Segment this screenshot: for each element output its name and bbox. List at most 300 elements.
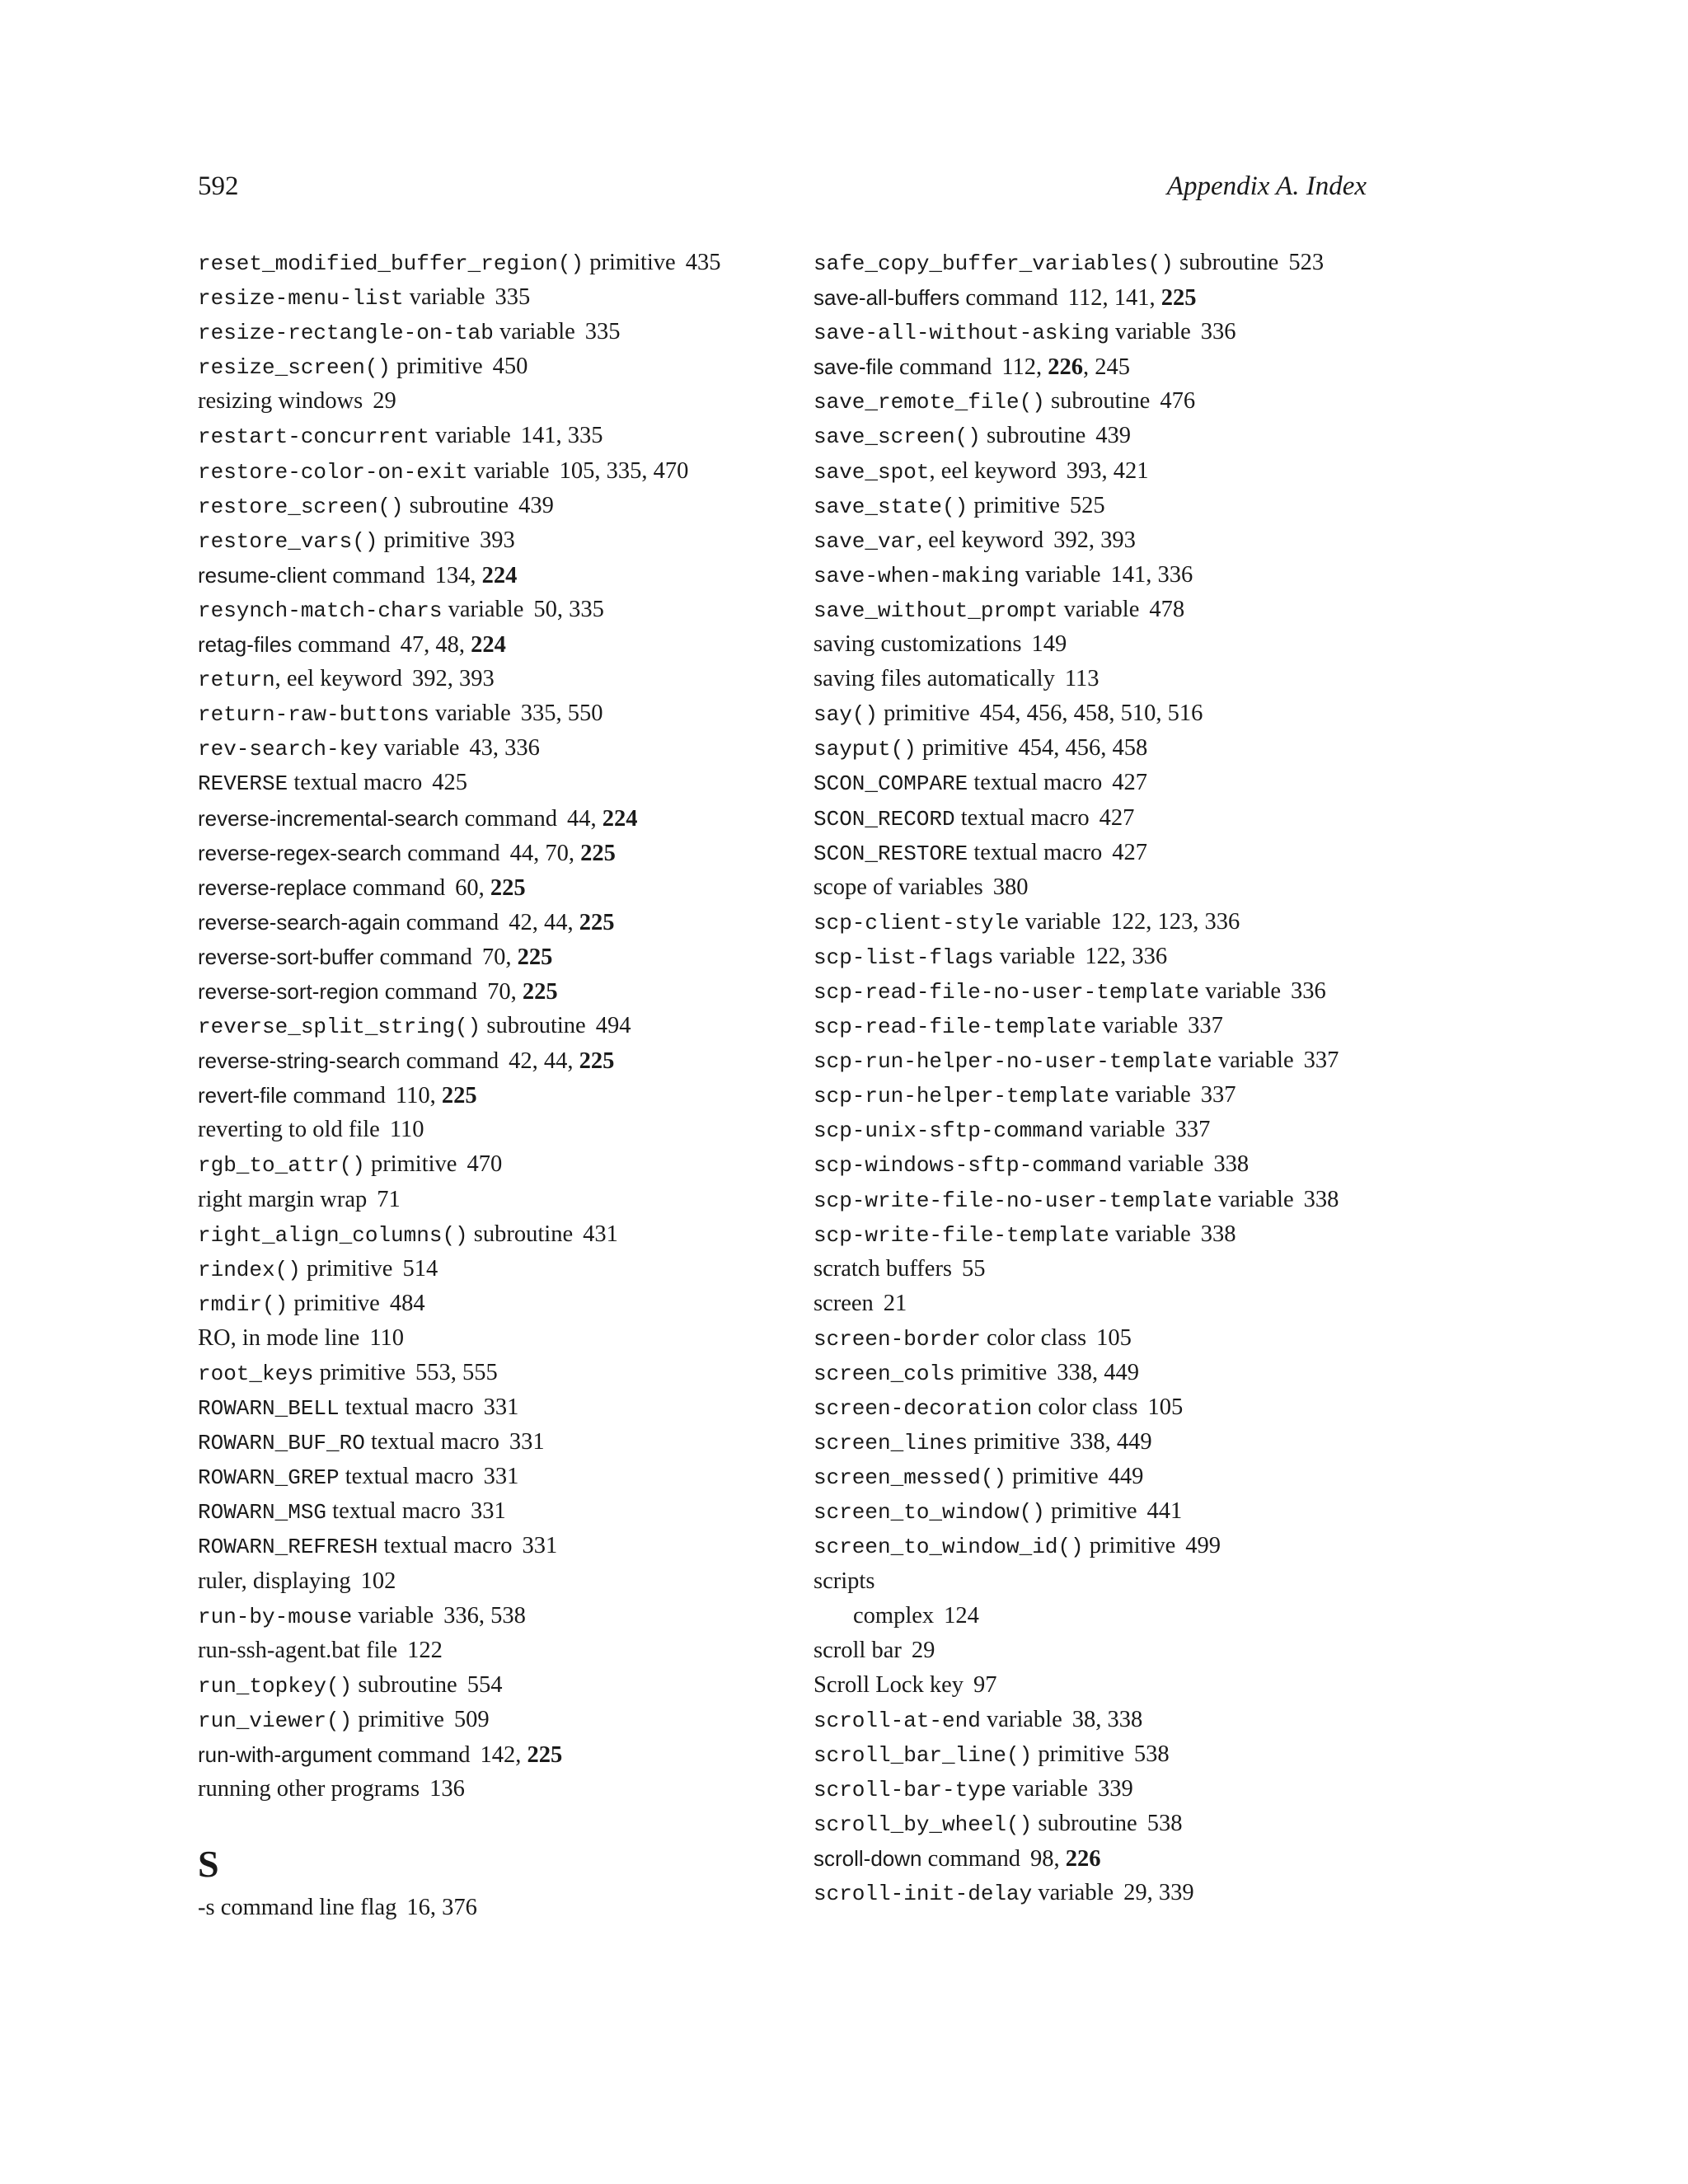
page-references [1109, 1464, 1144, 1489]
page-reference[interactable]: 70 [487, 978, 511, 1005]
entry-text: variable [1109, 1221, 1191, 1247]
page-reference[interactable]: 134 [434, 562, 471, 588]
index-entry [198, 1321, 791, 1356]
page-reference[interactable]: 141 [1114, 285, 1150, 312]
index-entry [814, 1529, 1440, 1563]
page-reference[interactable]: 393 [1066, 457, 1102, 484]
entry-text: command [458, 805, 557, 832]
entry-text: variable [429, 701, 511, 727]
page-reference[interactable]: 478 [1149, 596, 1185, 622]
page-reference[interactable]: 245 [1095, 354, 1131, 381]
running-head: Appendix A. Index [1166, 171, 1367, 201]
page-reference[interactable]: 335 [569, 596, 604, 622]
index-entry [198, 1633, 791, 1668]
page-reference[interactable]: 122 [407, 1637, 443, 1663]
page-reference[interactable]: 225 [517, 944, 553, 970]
index-entry [814, 905, 1440, 940]
index-entry [814, 1772, 1440, 1807]
page-reference[interactable]: 337 [1303, 1047, 1339, 1074]
page-reference[interactable]: 458 [1112, 735, 1148, 762]
entry-text: subroutine [1032, 1811, 1137, 1837]
page-reference[interactable]: 449 [1104, 1360, 1139, 1385]
entry-term: scp-client-style [814, 910, 1020, 935]
page-reference[interactable]: 554 [467, 1671, 503, 1698]
page-reference[interactable]: 514 [402, 1255, 438, 1282]
entry-term: scroll_by_wheel() [814, 1812, 1033, 1838]
entry-text: primitive [391, 354, 483, 380]
page-reference[interactable]: 392 [1053, 527, 1089, 553]
page-references: 112, 141, 225 [1067, 285, 1197, 312]
page-references: 336, 538 [443, 1602, 526, 1629]
page-reference[interactable]: 338 [1107, 1706, 1143, 1732]
page-references [1149, 597, 1184, 622]
page-reference[interactable]: 335 [584, 319, 621, 345]
page-references [944, 1603, 979, 1629]
page-reference[interactable]: 336 [1290, 977, 1326, 1004]
page-reference[interactable]: 141 [520, 423, 556, 449]
section-letter-heading: S [198, 1843, 219, 1886]
page-reference[interactable]: 331 [483, 1394, 519, 1421]
page-reference[interactable]: 16 [406, 1895, 430, 1921]
entry-term: restart-concurrent [198, 424, 429, 450]
page-reference[interactable]: 335 [495, 284, 531, 311]
page-reference[interactable]: 427 [1112, 839, 1147, 865]
entry-text: scroll bar [814, 1637, 902, 1663]
page-reference[interactable]: 122 [1085, 943, 1121, 969]
entry-text: primitive [1032, 1741, 1124, 1768]
entry-text: saving customizations [814, 631, 1022, 658]
page-references [912, 1638, 935, 1663]
page-reference[interactable]: 538 [490, 1602, 526, 1629]
entry-text: textual macro [377, 1533, 513, 1559]
entry-term: root_keys [198, 1361, 314, 1386]
page-reference[interactable]: 336 [1132, 943, 1168, 969]
entry-term: screen-border [814, 1326, 981, 1352]
page-reference[interactable]: 555 [462, 1360, 498, 1385]
page-reference[interactable]: 141 [1110, 561, 1146, 588]
page-reference[interactable]: 458 [1073, 701, 1109, 727]
page-reference[interactable]: 122 [1110, 908, 1146, 935]
page-reference[interactable]: 427 [1112, 770, 1147, 796]
page-reference[interactable]: 476 [1160, 388, 1196, 415]
page-reference[interactable]: 97 [973, 1671, 997, 1698]
page-references: 393, 421 [1066, 457, 1149, 484]
page-reference[interactable]: 225 [579, 1048, 615, 1075]
page-reference[interactable]: 60 [455, 874, 479, 901]
page-reference[interactable]: 439 [518, 492, 554, 518]
page-reference[interactable]: 494 [595, 1013, 631, 1039]
page-reference[interactable]: 393 [1100, 527, 1136, 553]
page-reference[interactable]: 105 [1096, 1324, 1132, 1351]
entry-text: command [378, 978, 478, 1005]
page-reference[interactable]: 435 [685, 250, 721, 275]
entry-text: textual macro [288, 770, 423, 796]
index-entry [198, 1425, 791, 1460]
index-entry [814, 1737, 1440, 1772]
page-reference[interactable]: 43 [469, 735, 493, 762]
page-reference[interactable]: 336 [1157, 561, 1193, 588]
page-references [1134, 1741, 1170, 1767]
entry-text: scope of variables [814, 874, 983, 900]
page-reference[interactable]: 337 [1200, 1082, 1236, 1108]
index-entry [198, 558, 791, 593]
page-reference[interactable]: 44 [566, 805, 591, 832]
entry-text: screen [814, 1290, 874, 1316]
page-reference[interactable]: 336 [1204, 908, 1240, 935]
page-reference[interactable]: 393 [480, 527, 515, 553]
entry-term: ROWARN_BELL [198, 1396, 340, 1422]
entry-term: screen_to_window_id() [814, 1535, 1084, 1560]
index-entry [198, 905, 791, 940]
page-reference[interactable]: 331 [509, 1429, 545, 1455]
entry-text: command [373, 944, 472, 970]
page-reference[interactable]: 29 [911, 1637, 935, 1663]
page-references [1201, 1082, 1236, 1108]
page-reference[interactable]: 509 [453, 1706, 490, 1732]
page-references: 38, 338 [1071, 1706, 1143, 1732]
index-entry [198, 1252, 791, 1286]
page-references [402, 1256, 438, 1282]
page-references: 454, 456, 458 [1018, 735, 1148, 762]
entry-text: command [921, 1846, 1021, 1872]
page-references [1291, 978, 1326, 1004]
page-reference[interactable]: 456 [1026, 701, 1062, 727]
page-reference[interactable]: 225 [527, 1742, 563, 1769]
entry-term: screen_lines [814, 1431, 968, 1456]
entry-text: command [893, 354, 992, 381]
page-reference[interactable]: 105 [559, 457, 595, 484]
page-reference[interactable]: 336 [1200, 319, 1236, 345]
page-references [369, 1325, 404, 1351]
entry-term: return [198, 668, 275, 693]
page-reference[interactable]: 456 [1065, 735, 1101, 762]
index-entry [814, 1321, 1440, 1356]
page-reference[interactable]: 470 [467, 1151, 503, 1178]
page-references [1147, 1394, 1183, 1420]
page-reference[interactable]: 523 [1288, 250, 1325, 275]
entry-term: screen-decoration [814, 1396, 1033, 1422]
page-reference[interactable]: 48 [435, 632, 459, 658]
page-reference[interactable]: 337 [1188, 1013, 1223, 1039]
page-reference[interactable]: 376 [442, 1895, 477, 1921]
entry-text: variable [980, 1706, 1062, 1732]
page-references [390, 1291, 425, 1316]
page-reference[interactable]: 499 [1185, 1533, 1221, 1559]
index-entry [814, 315, 1440, 349]
index-entry [198, 1703, 791, 1737]
page-reference[interactable]: 70 [481, 944, 506, 970]
page-references [1147, 1811, 1183, 1836]
entry-term: retag-files [198, 632, 293, 658]
entry-term: restore_vars() [198, 528, 378, 554]
index-subentry [814, 1599, 1440, 1633]
page-reference[interactable]: 338 [1069, 1429, 1105, 1455]
page-reference[interactable]: 105 [1147, 1394, 1184, 1421]
page-reference[interactable]: 47 [400, 632, 424, 658]
entry-term: run-with-argument [198, 1742, 372, 1768]
index-entry [198, 1217, 791, 1252]
page-references [493, 354, 528, 379]
index-entry [198, 1564, 791, 1599]
page-reference[interactable]: 225 [490, 874, 526, 901]
entry-term: reverse-replace [198, 874, 347, 900]
entry-term: scroll-bar-type [814, 1778, 1007, 1803]
entry-term: SCON_RESTORE [814, 841, 968, 866]
entry-term: screen_cols [814, 1361, 955, 1386]
entry-term: rgb_to_attr() [198, 1153, 365, 1179]
entry-text: subroutine [1173, 250, 1279, 275]
page-reference[interactable]: 42 [509, 1048, 532, 1075]
page-references [518, 493, 554, 518]
index-entry [814, 1217, 1440, 1252]
index-entry [198, 1113, 791, 1147]
page-reference[interactable]: 550 [567, 701, 603, 727]
entry-text: variable [493, 319, 575, 345]
entry-text: scratch buffers [814, 1255, 953, 1282]
page-reference[interactable]: 44 [543, 1048, 568, 1075]
page-reference[interactable]: 136 [429, 1776, 465, 1802]
page-reference[interactable]: 42 [509, 909, 532, 935]
entry-text: variable [1212, 1047, 1294, 1074]
page-references [686, 250, 721, 275]
page-reference[interactable]: 123 [1157, 908, 1193, 935]
page-reference[interactable]: 70 [545, 840, 569, 866]
page-references [484, 1394, 519, 1420]
index-entry [814, 1841, 1440, 1876]
index-entry [814, 1043, 1440, 1078]
page-reference[interactable]: 110 [389, 1117, 424, 1143]
page-reference[interactable]: 392 [411, 666, 448, 692]
page-reference[interactable]: 226 [1048, 354, 1084, 381]
index-entry [198, 1599, 791, 1633]
page-reference[interactable]: 380 [992, 874, 1029, 900]
index-entry [814, 1564, 1440, 1599]
page-reference[interactable]: 98 [1030, 1846, 1054, 1872]
page-references [1188, 1013, 1223, 1038]
page-reference[interactable]: 331 [471, 1498, 506, 1525]
index-entry [814, 1668, 1440, 1703]
page-reference[interactable]: 29 [1123, 1880, 1147, 1906]
index-entry [814, 731, 1440, 766]
page-reference[interactable]: 113 [1064, 666, 1100, 692]
page-reference[interactable]: 516 [1167, 701, 1203, 727]
page-reference[interactable]: 38 [1071, 1706, 1096, 1732]
entry-term: say() [814, 702, 879, 728]
entry-term: SCON_COMPARE [814, 771, 968, 797]
entry-term: restore-color-on-exit [198, 459, 468, 485]
index-entry [198, 246, 791, 280]
page-reference[interactable]: 110 [369, 1324, 405, 1351]
page-reference[interactable]: 225 [441, 1083, 477, 1109]
index-entry [814, 1252, 1440, 1286]
page-reference[interactable]: 449 [1108, 1464, 1144, 1490]
page-reference[interactable]: 450 [492, 354, 528, 380]
page-reference[interactable]: 525 [1069, 492, 1105, 518]
page-reference[interactable]: 449 [1116, 1429, 1152, 1455]
page-reference[interactable]: 335 [520, 701, 556, 727]
entry-term: revert-file [198, 1083, 288, 1108]
page-reference[interactable]: 538 [1133, 1741, 1170, 1768]
page-reference[interactable]: 339 [1097, 1776, 1133, 1802]
entry-text: subroutine [403, 492, 509, 518]
index-column-left [198, 246, 791, 1925]
page-reference[interactable]: 338 [1213, 1151, 1250, 1178]
index-entry [198, 1668, 791, 1703]
page-references: 122, 123, 336 [1110, 908, 1240, 935]
page-reference[interactable]: 29 [373, 388, 396, 415]
entry-term: ROWARN_GREP [198, 1465, 340, 1491]
page-references: 43, 336 [469, 735, 540, 762]
page-reference[interactable]: 44 [509, 840, 534, 866]
page-reference[interactable]: 335 [606, 457, 642, 484]
page-reference[interactable]: 454 [1018, 735, 1054, 762]
index-entry [198, 1183, 791, 1217]
entry-text: variable [1212, 1186, 1294, 1212]
page-reference[interactable]: 425 [432, 770, 467, 796]
page-reference[interactable]: 110 [395, 1083, 430, 1109]
page-references [480, 527, 515, 553]
page-references: 60, 225 [455, 874, 526, 901]
page-references [509, 1429, 545, 1455]
page-references [1160, 388, 1195, 414]
page-reference[interactable]: 336 [443, 1602, 479, 1629]
page-reference[interactable]: 331 [522, 1533, 558, 1559]
entry-text: textual macro [339, 1464, 474, 1490]
index-entry [198, 662, 791, 696]
page-reference[interactable]: 338 [1303, 1186, 1339, 1212]
page-reference[interactable]: 142 [480, 1742, 516, 1769]
entry-text: primitive [968, 1429, 1060, 1455]
entry-term: rindex() [198, 1257, 301, 1282]
page-references [377, 1187, 401, 1212]
page-references: 553, 555 [415, 1360, 498, 1385]
page-references: 338, 449 [1057, 1360, 1139, 1385]
page-reference[interactable]: 149 [1031, 631, 1067, 658]
index-entry [814, 627, 1440, 662]
page-reference[interactable]: 225 [579, 909, 615, 935]
page-reference[interactable]: 484 [389, 1290, 425, 1316]
entry-text: textual macro [954, 804, 1090, 831]
index-entry [198, 384, 791, 419]
entry-text: command [292, 632, 391, 658]
page-reference[interactable]: 337 [1175, 1117, 1211, 1143]
page-reference[interactable]: 335 [567, 423, 603, 449]
page-reference[interactable]: 225 [580, 840, 616, 866]
page-reference[interactable]: 421 [1113, 457, 1149, 484]
page-references [361, 1568, 396, 1594]
index-entry [814, 1494, 1440, 1529]
entry-term: scroll-down [814, 1846, 922, 1872]
entry-term: scp-run-helper-no-user-template [814, 1049, 1212, 1075]
entry-text: , eel keyword [274, 666, 402, 692]
page-reference[interactable]: 112 [1001, 354, 1037, 381]
page-reference[interactable]: 454 [979, 701, 1015, 727]
entry-text: color class [1032, 1394, 1138, 1421]
page-references [429, 1776, 465, 1802]
page-references: 392, 393 [1053, 527, 1136, 553]
page-reference[interactable]: 393 [458, 666, 495, 692]
page-number: 592 [198, 171, 239, 201]
index-entry [814, 419, 1440, 453]
page-reference[interactable]: 431 [583, 1221, 618, 1247]
index-entry [814, 384, 1440, 419]
page-references: 47, 48, 224 [400, 632, 506, 658]
page-reference[interactable]: 538 [1146, 1811, 1183, 1837]
page-reference[interactable]: 331 [483, 1464, 519, 1490]
page-reference[interactable]: 338 [1057, 1360, 1092, 1385]
page-references [454, 1707, 490, 1732]
page-reference[interactable]: 441 [1146, 1498, 1183, 1525]
entry-term: save-when-making [814, 563, 1020, 588]
page-reference[interactable]: 71 [377, 1186, 401, 1212]
page-reference[interactable]: 55 [962, 1255, 986, 1282]
entry-text: textual macro [326, 1498, 462, 1525]
page-reference[interactable]: 50 [533, 596, 557, 622]
index-entry [198, 1043, 791, 1078]
page-reference[interactable]: 339 [1158, 1880, 1194, 1906]
index-entry [198, 766, 791, 800]
page-reference[interactable]: 510 [1120, 701, 1156, 727]
page-reference[interactable]: 102 [360, 1568, 396, 1594]
index-entry [814, 593, 1440, 627]
page-reference[interactable]: 124 [944, 1602, 979, 1629]
page-reference[interactable]: 224 [602, 805, 638, 832]
page-reference[interactable]: 224 [471, 632, 506, 658]
entry-text: primitive [352, 1706, 444, 1732]
page-reference[interactable]: 338 [1200, 1221, 1236, 1247]
entry-text: textual macro [968, 839, 1103, 865]
index-entry [198, 593, 791, 627]
page-reference[interactable]: 226 [1065, 1846, 1101, 1872]
entry-text: variable [442, 596, 524, 622]
index-entry [814, 1356, 1440, 1390]
page-reference[interactable]: 21 [883, 1290, 907, 1316]
entry-text: variable [467, 457, 550, 484]
entry-text: primitive [364, 1151, 457, 1178]
page-reference[interactable]: 336 [504, 735, 540, 762]
entry-text: variable [1109, 1082, 1191, 1108]
page-reference[interactable]: 44 [543, 909, 568, 935]
entry-text: variable [429, 423, 511, 449]
page-reference[interactable]: 225 [1160, 285, 1197, 312]
page-references: 29, 339 [1123, 1880, 1194, 1906]
entry-term: save_state() [814, 494, 968, 519]
page-references: 110, 225 [395, 1083, 477, 1109]
entry-text: command [326, 562, 425, 588]
page-reference[interactable]: 470 [653, 457, 689, 484]
entry-term: ROWARN_MSG [198, 1500, 327, 1526]
page-reference[interactable]: 225 [522, 978, 558, 1005]
page-references [1185, 1533, 1221, 1558]
page-reference[interactable]: 427 [1099, 804, 1135, 831]
index-entry [198, 1390, 791, 1425]
index-entry [198, 419, 791, 453]
page-references [471, 1498, 506, 1524]
entry-term: save-all-buffers [814, 285, 960, 311]
index-entry [198, 349, 791, 384]
entry-term: scroll-at-end [814, 1708, 981, 1733]
index-entry [198, 454, 791, 489]
page-reference[interactable]: 553 [415, 1360, 451, 1385]
entry-text: variable [993, 943, 1076, 969]
page-reference[interactable]: 112 [1067, 285, 1103, 312]
page-references [1304, 1187, 1339, 1212]
page-reference[interactable]: 224 [481, 562, 518, 588]
page-reference[interactable]: 439 [1095, 423, 1132, 449]
page-references: 142, 225 [480, 1742, 563, 1769]
index-entry [198, 731, 791, 766]
entry-text: command [959, 285, 1058, 312]
